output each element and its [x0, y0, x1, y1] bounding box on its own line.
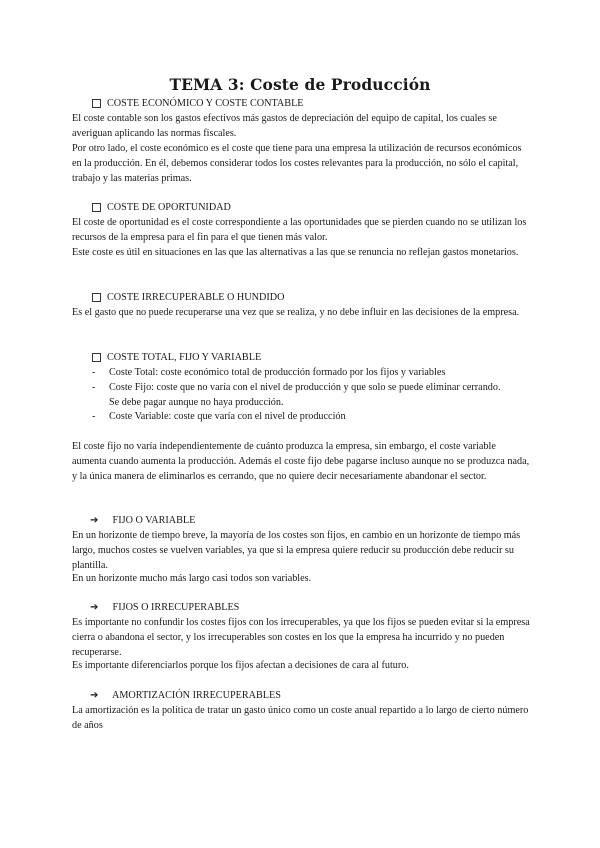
- paragraph: Es importante diferenciarlos porque los fijos afectan a decisiones de cara al futuro.: [72, 660, 409, 671]
- paragraph: El coste contable son los gastos efectivos más gastos de depreciación del equipo de capital, los cuales se averiguan aplicando las normas fiscales.: [72, 113, 497, 140]
- section-heading-text: AMORTIZACIÓN IRRECUPERABLES: [111, 690, 281, 701]
- section-heading-coste-irrecuperable: [92, 291, 284, 304]
- arrow-right-icon: ➔: [90, 515, 99, 526]
- section-heading-text: COSTE DE OPORTUNIDAD: [107, 202, 231, 213]
- section-heading-coste-total: [92, 351, 261, 364]
- paragraph: Es importante no confundir los costes fijos con los irrecuperables, ya que los fijos se pueden evitar si la empresa cierra o abandona el sector, y los irrecuperables son costes en los que la empresa ha incurrido y no pueden recuperarse.: [72, 617, 530, 659]
- list-item-text: Coste Fijo: coste que no varía con el nivel de producción y que solo se puede eliminar cerrando. Se debe pagar aunque no haya producción.: [109, 382, 501, 408]
- list-item: [92, 365, 512, 380]
- section-heading-coste-economico: [92, 97, 304, 110]
- arrow-right-icon: ➔: [90, 690, 99, 701]
- list-item-text: Coste Total: coste económico total de producción formado por los fijos y variables: [109, 367, 446, 378]
- paragraph: Es el gasto que no puede recuperarse una vez que se realiza, y no debe influir en las decisiones de la empresa.: [72, 307, 520, 318]
- list-item-text: Coste Variable: coste que varía con el nivel de producción: [109, 411, 346, 422]
- section-heading-text: COSTE TOTAL, FIJO Y VARIABLE: [107, 352, 262, 363]
- paragraph: Este coste es útil en situaciones en las que las alternativas a las que se renuncia no reflejan gastos monetarios.: [72, 247, 519, 258]
- section-heading-amortizacion: [90, 689, 281, 702]
- list-item: [92, 380, 512, 410]
- section-heading-fijos-irrecuperables: [90, 601, 239, 614]
- page-title: TEMA 3: Coste de Producción: [169, 75, 431, 94]
- section-heading-coste-oportunidad: [92, 201, 231, 214]
- section-heading-text: FIJO O VARIABLE: [112, 515, 196, 526]
- paragraph: Por otro lado, el coste económico es el coste que tiene para una empresa la utilización de recursos económicos en la producción. En él, debemos considerar todos los costes relevantes para la producción, no sólo el capital, trabajo y las materias primas.: [72, 143, 522, 185]
- bullet-dash: -: [92, 367, 96, 378]
- paragraph: El coste fijo no varía independientemente de cuánto produzca la empresa, sin embargo, el coste variable aumenta cuando aumenta la producción. Además el coste fijo debe pagarse incluso aunque no se produzca nada, y la única manera de eliminarlos es cerrando, que no quiere decir necesariamente abandonar el sector.: [72, 441, 530, 483]
- section-heading-fijo-variable: [90, 514, 195, 527]
- list-item: [92, 409, 512, 424]
- paragraph: En un horizonte mucho más largo casi todos son variables.: [72, 573, 312, 584]
- paragraph: La amortización es la política de tratar un gasto único como un coste anual repartido a lo largo de cierto número de años: [72, 705, 529, 732]
- section-heading-text: FIJOS O IRRECUPERABLES: [112, 602, 240, 613]
- arrow-right-icon: ➔: [90, 602, 99, 613]
- section-heading-text: COSTE ECONÓMICO Y COSTE CONTABLE: [107, 98, 304, 109]
- checkbox-icon[interactable]: [92, 293, 101, 302]
- checkbox-icon[interactable]: [92, 203, 101, 212]
- paragraph: El coste de oportunidad es el coste correspondiente a las oportunidades que se pierden cuando no se utilizan los recursos de la empresa para el fin para el que tienen más valor.: [72, 217, 527, 244]
- checkbox-icon[interactable]: [92, 99, 101, 108]
- checkbox-icon[interactable]: [92, 353, 101, 362]
- paragraph: En un horizonte de tiempo breve, la mayoría de los costes son fijos, en cambio en un horizonte de tiempo más largo, muchos costes se vuelven variables, ya que si la empresa quiere reducir su producción debe reducir su plantilla.: [72, 530, 521, 572]
- bullet-dash: -: [92, 382, 96, 393]
- section-heading-text: COSTE IRRECUPERABLE O HUNDIDO: [107, 292, 285, 303]
- bullet-dash: -: [92, 411, 96, 422]
